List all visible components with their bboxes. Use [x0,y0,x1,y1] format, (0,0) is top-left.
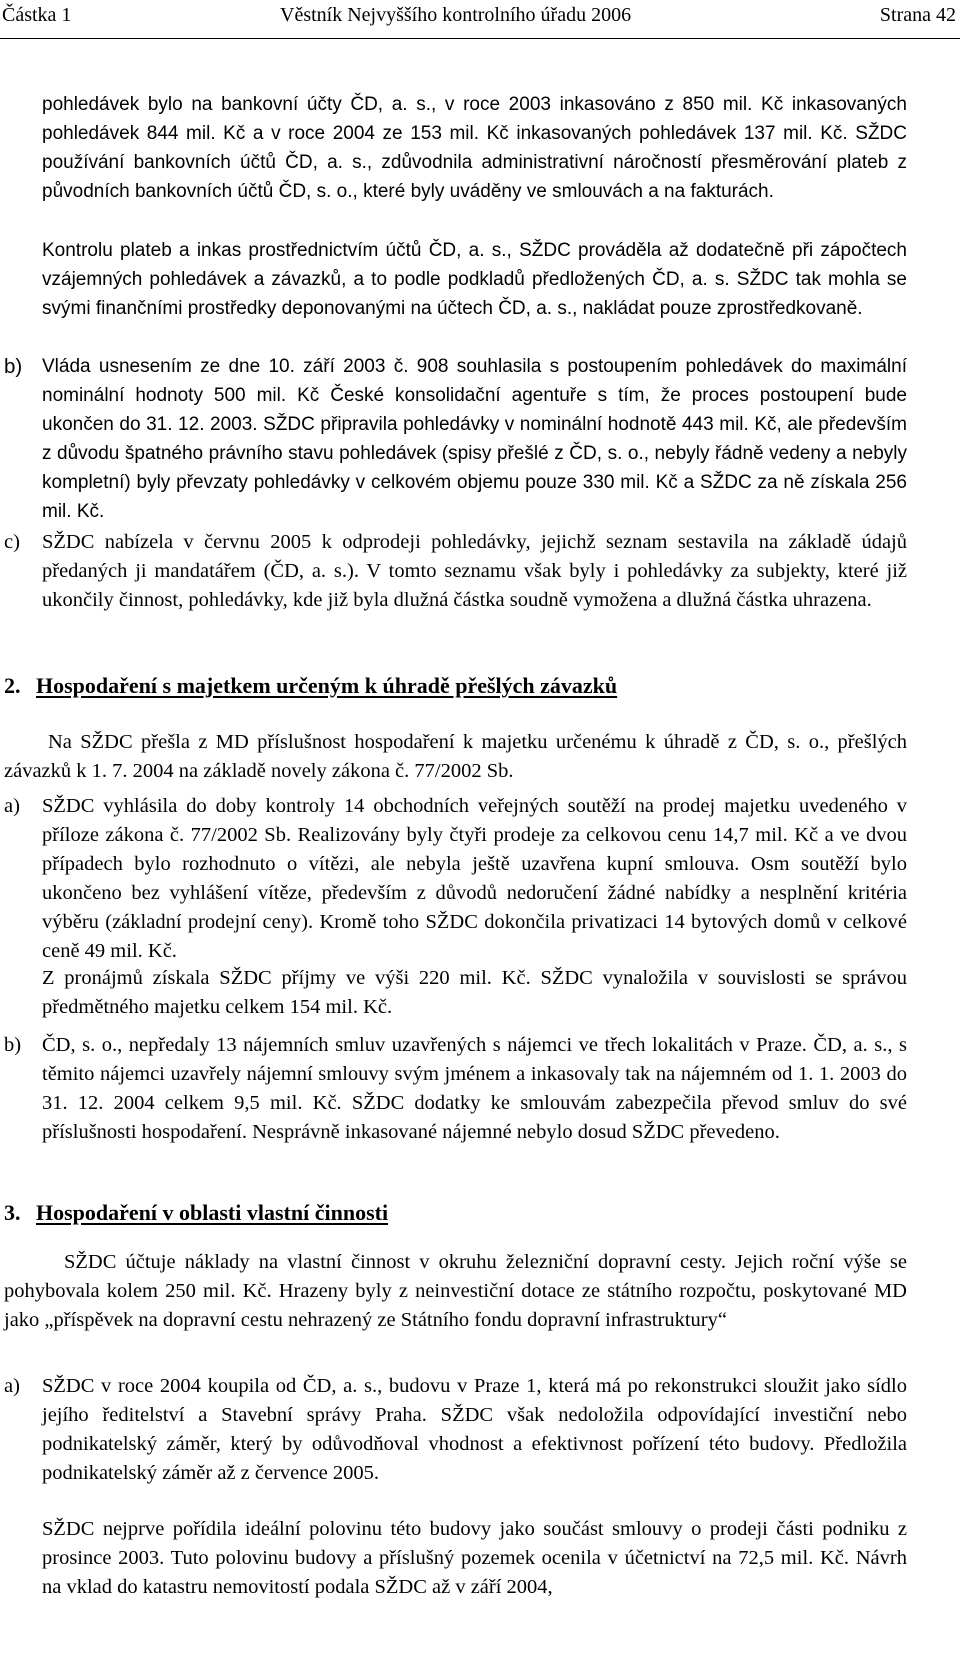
header-issue: Částka 1 [2,4,72,26]
paragraph-receivables: pohledávek bylo na bankovní účty ČD, a. s., v roce 2003 inkasováno z 850 mil. Kč inkasovaných pohledávek 844 mil. Kč a v roce 2004 ze 153 mil. Kč inkasovaných pohledávek 137 mil. Kč. SŽDC používání bankovních účtů ČD, a. s., zdůvodnila administrativní náročností přesměrování plateb z původních bankovních účtů ČD, s. o., které byly uváděny ve smlouvách a na fakturách. [42,94,907,202]
page-header [0,0,960,44]
list-text: ČD, s. o., nepředaly 13 nájemních smluv uzavřených s nájemci ve třech lokalitách v Praze. ČD, a. s., s těmito nájemci uzavřely nájemní smlouvy svým jménem a inkasovaly tak na nájemném od 1. 1. 2003 do 31. 12. 2004 celkem 9,5 mil. Kč. SŽDC dodatky ke smlouvám zabezpečila převod smluv do své příslušnosti hospodaření. Nesprávně inkasované nájemné nebylo dosud SŽDC převedeno. [42,1034,907,1143]
paragraph-payment-control: Kontrolu plateb a inkas prostřednictvím účtů ČD, a. s., SŽDC prováděla až dodatečně při zápočtech vzájemných pohledávek a závazků, a to podle podkladů předložených ČD, a. s. SŽDC tak mohla se svými finančními prostředky deponovanými na účtech ČD, a. s., nakládat pouze zprostředkovaně. [42,240,907,319]
section-number: 3. [4,1200,21,1225]
section-3-intro: SŽDC účtuje náklady na vlastní činnost v okruhu železniční dopravní cesty. Jejich roční výše se pohybovala kolem 250 mil. Kč. Hrazeny byly z neinvestiční dotace ze státního rozpočtu, poskytované MD jako „příspěvek na dopravní cestu nehrazený ze Státního fondu dopravní infrastruktury“ [4,1251,907,1331]
section-title: Hospodaření s majetkem určeným k úhradě přešlých závazků [36,673,618,698]
header-divider [0,38,960,39]
list-label: b) [4,355,23,378]
header-journal-title: Věstník Nejvyššího kontrolního úřadu 2006 [280,4,632,26]
paragraph-rental-income: Z pronájmů získala SŽDC příjmy ve výši 220 mil. Kč. SŽDC vynaložila v souvislosti se správou předmětného majetku celkem 154 mil. Kč. [42,967,907,1018]
section-title: Hospodaření v oblasti vlastní činnosti [36,1200,389,1225]
list-text: SŽDC nabízela v červnu 2005 k odprodeji pohledávky, jejichž seznam sestavila na základě údajů předaných ji mandatářem (ČD, a. s.). V tomto seznamu však byly i pohledávky za subjekty, které již ukončily činnost, pohledávky, kde již byla dlužná částka soudně vymožena a dlužná částka uhrazena. [42,531,907,611]
section-2-intro: Na SŽDC přešla z MD příslušnost hospodaření k majetku určenému k úhradě z ČD, s. o., přešlých závazků k 1. 7. 2004 na základě novely zákona č. 77/2002 Sb. [4,731,907,782]
section-heading-3 [4,1199,388,1227]
list-label: a) [4,1375,20,1397]
section-number: 2. [4,673,21,698]
paragraph-building-purchase: SŽDC nejprve pořídila ideální polovinu této budovy jako součást smlouvy o prodeji části podniku z prosince 2003. Tuto polovinu budovy a příslušný pozemek ocenila v účetnictví na 72,5 mil. Kč. Návrh na vklad do katastru nemovitostí podala SŽDC až v září 2004, [42,1518,907,1598]
list-label: a) [4,795,20,817]
section-heading-2 [4,672,617,700]
list-text: Vláda usnesením ze dne 10. září 2003 č. 908 souhlasila s postoupením pohledávek do maximální nominální hodnoty 500 mil. Kč České konsolidační agentuře s tím, že proces postoupení bude ukončen do 31. 12. 2003. SŽDC připravila pohledávky v nominální hodnotě 443 mil. Kč, ale především z důvodu špatného právního stavu pohledávek (spisy přešlé z ČD, s. o., nebyly řádně vedeny a nebyly kompletní) byly převzaty pohledávky v celkovém objemu pouze 330 mil. Kč a SŽDC za ně získala 256 mil. Kč. [42,356,907,522]
list-label: b) [4,1034,22,1056]
header-page-number: Strana 42 [879,4,956,26]
list-text: SŽDC vyhlásila do doby kontroly 14 obchodních veřejných soutěží na prodej majetku uvedeného v příloze zákona č. 77/2002 Sb. Realizovány byly čtyři prodeje za celkovou cenu 14,7 mil. Kč a ve dvou případech bylo rozhodnuto o vítězi, ale nebyla ještě uzavřena kupní smlouva. Osm soutěží bylo ukončeno bez vyhlášení vítěze, především z důvodů nedoručení žádné nabídky a nesplnění kritéria výběru (základní prodejní ceny). Kromě toho SŽDC dokončila privatizaci 14 bytových domů v celkové ceně 49 mil. Kč. [42,795,907,962]
list-text: SŽDC v roce 2004 koupila od ČD, a. s., budovu v Praze 1, která má po rekonstrukci sloužit jako sídlo jejího ředitelství a Stavební správy Praha. SŽDC však nedoložila odpovídající investiční nebo podnikatelský záměr, který by odůvodňoval vhodnost a efektivnost pořízení této budovy. Předložila podnikatelský záměr až z července 2005. [42,1375,907,1484]
list-label: c) [4,531,20,553]
